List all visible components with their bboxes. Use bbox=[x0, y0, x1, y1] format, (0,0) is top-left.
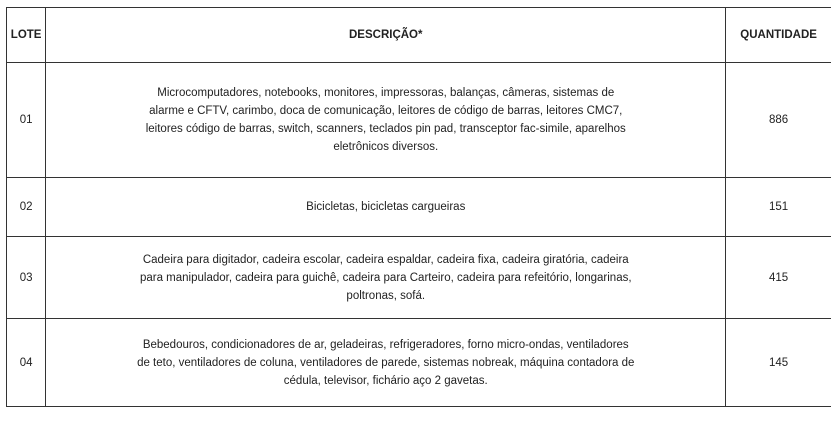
header-lote: LOTE bbox=[7, 8, 46, 63]
descricao-line: eletrônicos diversos. bbox=[333, 141, 439, 153]
table-row bbox=[7, 319, 831, 407]
table-header-row bbox=[7, 8, 831, 63]
descricao-cell bbox=[46, 319, 726, 407]
table-row bbox=[7, 63, 831, 178]
descricao-line: Bicicletas, bicicletas cargueiras bbox=[306, 201, 466, 213]
quantidade-cell: 151 bbox=[726, 178, 831, 237]
lote-cell: 02 bbox=[7, 178, 46, 237]
descricao-line: cédula, televisor, fichário aço 2 gavetas. bbox=[283, 374, 488, 387]
descricao-line: poltronas, sofá. bbox=[346, 289, 426, 302]
descricao-line: Cadeira para digitador, cadeira escolar, cadeira espaldar, cadeira fixa, cadeira giratória, cadeira bbox=[142, 253, 629, 266]
descricao-line: alarme e CFTV, carimbo, doca de comunicação, leitores de código de barras, leitores CMC7, bbox=[149, 105, 623, 117]
lote-cell: 04 bbox=[7, 319, 46, 407]
descricao-line: Microcomputadores, notebooks, monitores, impressoras, balanças, câmeras, sistemas de bbox=[157, 87, 615, 99]
descricao-cell bbox=[46, 178, 726, 237]
lots-table bbox=[6, 7, 831, 407]
quantidade-cell: 145 bbox=[726, 319, 831, 407]
header-descricao: DESCRIÇÃO* bbox=[46, 8, 726, 63]
header-quantidade: QUANTIDADE bbox=[726, 8, 831, 63]
table-row bbox=[7, 237, 831, 319]
descricao-line: para manipulador, cadeira para guichê, cadeira para Carteiro, cadeira para refeitório, longarinas, bbox=[139, 271, 632, 284]
descricao-line: de teto, ventiladores de coluna, ventiladores de parede, sistemas nobreak, máquina contadora de bbox=[137, 356, 635, 369]
table-row bbox=[7, 178, 831, 237]
descricao-cell bbox=[46, 63, 726, 178]
descricao-cell bbox=[46, 237, 726, 319]
lote-cell: 03 bbox=[7, 237, 46, 319]
quantidade-cell: 415 bbox=[726, 237, 831, 319]
descricao-line: Bebedouros, condicionadores de ar, geladeiras, refrigeradores, forno micro-ondas, ventiladores bbox=[142, 338, 629, 351]
quantidade-cell: 886 bbox=[726, 63, 831, 178]
lote-cell: 01 bbox=[7, 63, 46, 178]
descricao-line: leitores código de barras, switch, scanners, teclados pin pad, transceptor fac-simile, aparelhos bbox=[145, 123, 626, 135]
